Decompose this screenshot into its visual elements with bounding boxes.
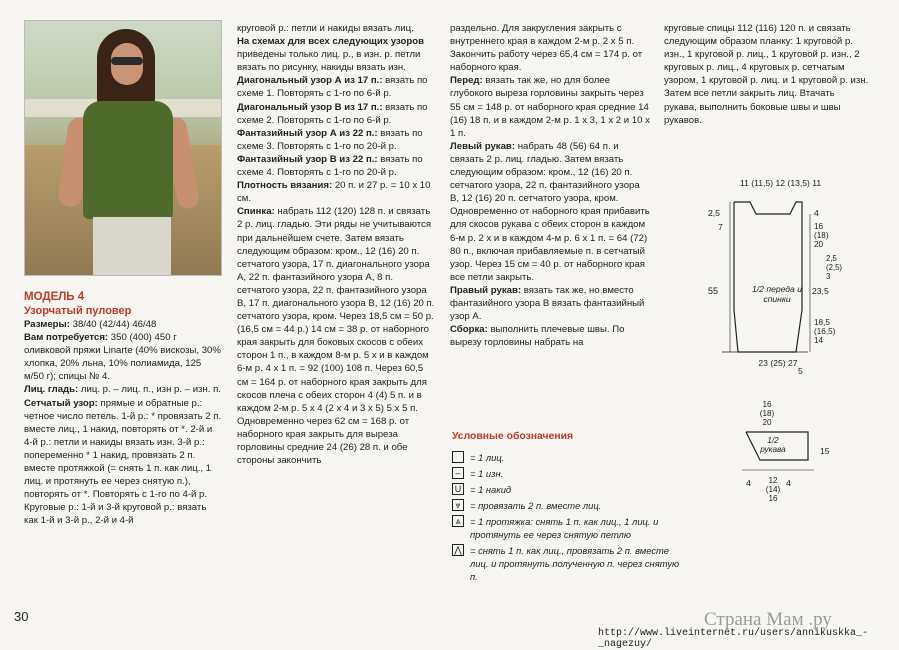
paragraph-text: прямые и обратные р.: четное число петель. 1-й р.: * провязать 2 п. вместе лиц., 1 накид, повторять от *. 2-й и 4-й р.: петли и накиды вязать изн. 3-й р.: попеременно * 1 накид, провязать 2 п. вместе протяжкой (= снять 1 п. как лиц., 1 лиц. и протянуть ее через снятую п.), повторять от *. Повторять с 1-го по 4-й р. Круговые р.: 1-й и 3-й круговой р.: вязать как 1-й и 3-й р., 2-й и 4-й [24,397,222,527]
paragraph-text: набрать 48 (56) 64 п. и связать 2 р. лиц. гладью. Затем вязать следующим образом: кром., 12 (16) 20 п. сетчатого узора, 22 п. фантазийного узора В, 12 (16) 20 п. сетчатого узора, кром. Одновременно от наборного края прибавить для скосов рукава с обеих сторон в каждом 6-м р. 2 х и в каждом 4-м р. 6 х 1 п. = 64 (72) 80 п., включая прибавляемые п. в сетчатый узор. Через 15 см = 40 р. от наборного края все петли закрыть. [450,140,650,283]
paragraph-heading: Сетчатый узор: [24,397,98,409]
legend-text: = 1 протяжка: снять 1 п. как лиц., 1 лиц. и протянуть ее через снятую петлю [470,516,659,540]
sleeve-center-text: 1/2 рукава [760,436,786,454]
watermark: Страна Мам .ру [704,609,832,630]
paragraph-text: круговые спицы 112 (116) 120 п. и связать следующим образом планку: 1 круговой р. изн., 1 круговой р. лиц., 1 круговой р. изн., 2 круговых р. лиц., 4 круговых р. сетчатым узором, 1 круговой р. лиц. и 1 круговой р. изн. Затем все петли закрыть лиц. Втачать рукава, выполнить боковые швы и швы рукавов. [664,23,869,126]
paragraph-text: круговой р.: петли и накиды вязать лиц. [237,23,414,34]
paragraph-heading: Лиц. гладь: [24,384,79,396]
paragraph-text: 38/40 (42/44) 46/48 [69,319,157,330]
instructions-column-4 [664,22,870,127]
instruction-paragraph [450,74,650,139]
legend-row [452,483,682,496]
legend-text: = снять 1 п. как лиц., провязать 2 п. вместе лиц. и протянуть полученную п. через снятую п. [470,545,680,582]
legend-text: = 1 лиц. [470,452,505,463]
paragraph-text: 350 (400) 450 г оливковой пряжи Linarte (40% вискозы, 30% хлопка, 20% льна, 10% полиамида, 125 м/50 г); спицы № 4. [24,332,221,383]
instructions-column-3 [450,22,650,349]
legend-symbol-icon [452,451,464,463]
schem-right-1: 4 [814,208,819,218]
instruction-paragraph [24,318,222,331]
paragraph-heading: Правый рукав: [450,284,522,296]
legend-row [452,515,682,541]
schem-right-5: 18,5 (16,5) 14 [814,318,836,345]
footer-url: http://www.liveinternet.ru/users/annikuskka_-_nagezuy/ [598,628,869,650]
model-photo [24,20,222,276]
instruction-paragraph [237,74,437,100]
paragraph-heading: Плотность вязания: [237,180,333,192]
schem-height-label: 55 [708,286,719,296]
legend-row [452,499,682,512]
legend-title: Условные обозначения [452,431,574,442]
instruction-paragraph [450,140,650,284]
legend-symbol-icon: ⩓ [452,515,464,527]
paragraph-heading: Диагональный узор А из 17 п.: [237,75,383,87]
instruction-paragraph [237,179,437,205]
instruction-paragraph [664,22,870,127]
legend-symbol-icon: U [452,483,464,495]
sleeve-side-label: 15 [820,446,830,456]
paragraph-heading: Фантазийный узор А из 22 п.: [237,127,378,139]
paragraph-text: приведены только лиц. р., в изн. р. петли вязать по рисунку, накиды вязать изн. [237,49,421,74]
instruction-paragraph [237,205,437,467]
instruction-paragraph [237,35,437,74]
sleeve-bottom-left: 4 [746,478,751,488]
symbol-legend [452,430,682,586]
paragraph-text: вязать по схеме 4. Повторять с 1-го по 20-й р. [237,153,423,179]
paragraph-text: вязать так же, но вместо фантазийного узора В вязать фантазийный узор А. [450,284,645,323]
schem-bottom-side: 5 [798,366,803,376]
instruction-paragraph [450,284,650,323]
schem-right-3: 2,5 (2,5) 3 [826,254,843,281]
paragraph-heading: Сборка: [450,324,488,336]
paragraph-text: вязать по схеме 2. Повторять с 1-го по 6-й р. [237,101,428,126]
legend-symbol-icon: – [452,467,464,479]
instruction-paragraph [237,127,437,153]
paragraph-heading: Диагональный узор В из 17 п.: [237,101,383,113]
legend-row [452,544,682,583]
schem-bottom-label: 23 (25) 27 [758,358,798,368]
instructions-column-1 [24,318,222,528]
legend-symbol-icon: ⩔ [452,499,464,511]
schem-neck-label: 2,5 [708,208,720,218]
legend-text: = провязать 2 п. вместе лиц. [470,500,602,511]
paragraph-heading: На схемах для всех следующих узоров [237,36,424,48]
column-1 [24,290,222,528]
size-schematic [690,170,870,610]
schem-neck2-label: 7 [718,222,723,232]
sleeve-bottom-label: 12 (14) 16 [765,476,781,503]
schem-top-label: 11 (11,5) 12 (13,5) 11 [740,178,822,188]
model-subtitle: Узорчатый пуловер [24,305,132,317]
page-number: 30 [14,609,29,624]
instruction-paragraph [237,153,437,179]
paragraph-text: вязать по схеме 3. Повторять с 1-го по 20-й р. [237,127,423,152]
paragraph-text: лиц. р. – лиц. п., изн р. – изн. п. [78,384,221,396]
instruction-paragraph [450,22,650,74]
instruction-paragraph [450,323,650,349]
paragraph-heading: Левый рукав: [450,140,516,152]
legend-row [452,451,682,464]
instructions-column-2 [237,22,437,467]
legend-text: = 1 изн. [470,468,504,479]
paragraph-text: выполнить плечевые швы. По вырезу горловины набрать на [450,324,625,349]
sleeve-bottom-right: 4 [786,478,791,488]
body-outline [734,202,802,352]
paragraph-text: набрать 112 (120) 128 п. и связать 2 р. лиц. гладью. Эти ряды не учитываются при дальнейшем счете. Затем вязать следующим образом: кром., 12 (16) 20 п. сетчатого узора, 17 п. диагонального узора А, 22 п. фантазийного узора А, 8 п. сетчатого узора, 22 п. фантазийного узора В, 17 п. диагонального узора В, 12 (16) 20 п. сетчатого узора, кром. Через 18,5 см = 50 р. (16,5 см = 44 р.) 14 см = 38 р. от наборного края закрыть для боковых скосов с обеих сторон 1 п., в каждом 8-м р. 5 х и в каждом 6-м р. 4 х 1 п. = 92 (100) 108 п. Через 60,5 см = 164 р. от наборного края закрыть для скосов плеча с обеих сторон 4 (4) 5 п. и в каждом 2-м р. 5 х 4 (2 х 4 и 3 х 5) 5 х 5 п. Одновременно через 62 см = 168 р. от наборного края закрыть для выреза горловины средние 24 (26) 28 п. и обе стороны закончить [237,206,435,467]
legend-symbol-icon: ⋀ [452,544,464,556]
paragraph-text: 20 п. и 27 р. = 10 х 10 см. [237,180,431,205]
paragraph-heading: Фантазийный узор В из 22 п.: [237,153,378,165]
paragraph-heading: Размеры: [24,319,70,330]
paragraph-text: раздельно. Для закругления закрыть с внутреннего края в каждом 2-м р. 2 х 5 п. Закончить работу через 65,4 см = 174 р. от наборного края. [450,23,643,74]
paragraph-heading: Перед: [450,75,483,87]
legend-row [452,467,682,480]
schem-center-text: 1/2 переда и спинки [752,284,803,304]
instruction-paragraph [24,397,222,528]
instruction-paragraph [24,383,222,396]
sleeve-top-label: 16 (18) 20 [759,400,775,427]
instruction-paragraph [237,101,437,127]
schem-right-2: 16 (18) 20 [814,222,829,249]
schem-right-4: 23,5 [812,286,829,296]
instruction-paragraph [237,22,437,35]
legend-text: = 1 накид [470,484,512,495]
model-title: МОДЕЛЬ 4 [24,291,85,303]
paragraph-text: вязать так же, но для более глубокого выреза горловины закрыть через 55 см = 148 р. от наборного края средние 14 (16) 18 п. и в каждом 2-м р. 1 х 3, 1 х 2 и 10 х 1 п. [450,75,650,139]
paragraph-heading: Спинка: [237,206,275,218]
instruction-paragraph [24,331,222,383]
paragraph-text: вязать по схеме 1. Повторять с 1-го по 6-й р. [237,75,428,100]
paragraph-heading: Вам потребуется: [24,332,109,344]
